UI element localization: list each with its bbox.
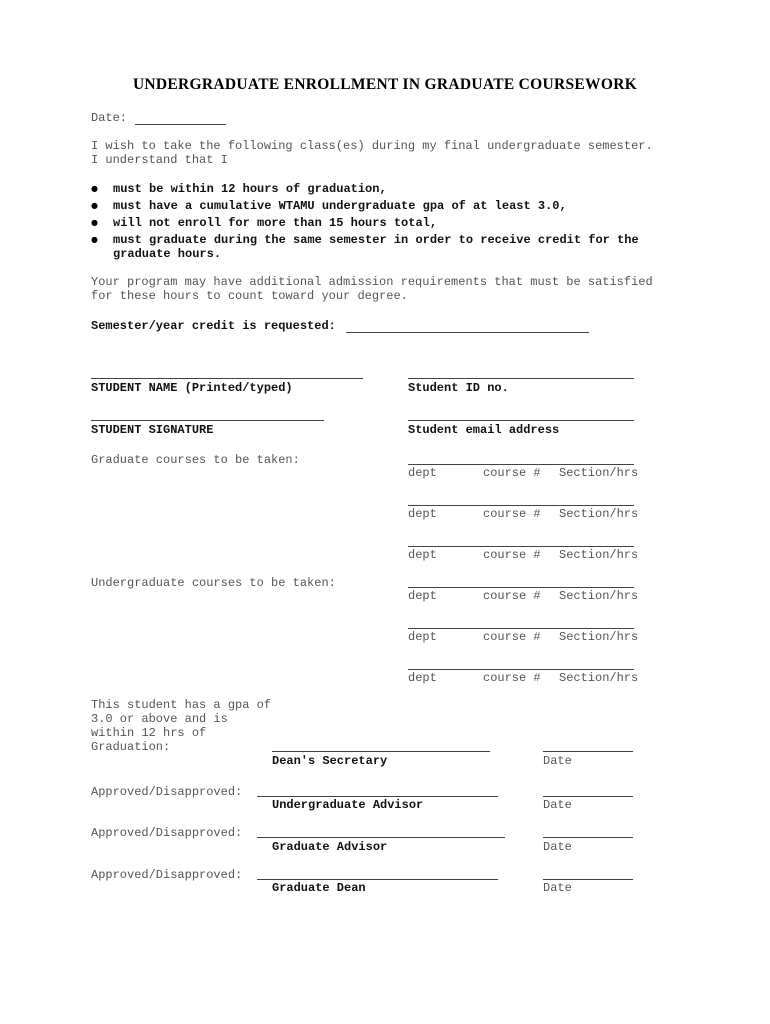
section-hrs-label: Section/hrs	[559, 507, 639, 521]
student-email-label: Student email address	[408, 423, 560, 437]
course-number-label: course #	[483, 548, 541, 562]
course-field[interactable]	[408, 587, 634, 588]
date-caption: Date	[543, 754, 572, 768]
program-note-line-1: Your program may have additional admission requirements that must be satisfied	[91, 275, 653, 289]
bullet-icon: ●	[91, 201, 98, 210]
intro-line-1: I wish to take the following class(es) during my final undergraduate semester.	[91, 139, 653, 153]
course-number-label: course #	[483, 671, 541, 685]
course-field[interactable]	[408, 669, 634, 670]
grad-dean-signature-field[interactable]	[257, 879, 498, 880]
approval-label: Approved/Disapproved:	[91, 826, 243, 840]
grad-dean-label: Graduate Dean	[272, 881, 366, 895]
section-hrs-label: Section/hrs	[559, 466, 639, 480]
gpa-note-line: within 12 hrs of	[91, 726, 207, 740]
requirement-item: must have a cumulative WTAMU undergraduate gpa of at least 3.0,	[113, 199, 567, 213]
dept-label: dept	[408, 507, 437, 521]
course-field[interactable]	[408, 464, 634, 465]
approval-label: Approved/Disapproved:	[91, 785, 243, 799]
requirement-item: will not enroll for more than 15 hours total,	[113, 216, 438, 230]
approval-label: Approved/Disapproved:	[91, 868, 243, 882]
intro-line-2: I understand that I	[91, 153, 228, 167]
date-label: Date:	[91, 111, 128, 125]
section-hrs-label: Section/hrs	[559, 671, 639, 685]
student-email-field[interactable]	[408, 420, 634, 421]
gpa-note-line: Graduation:	[91, 740, 171, 754]
undergrad-advisor-date-field[interactable]	[543, 796, 633, 797]
dept-label: dept	[408, 548, 437, 562]
bullet-icon: ●	[91, 235, 98, 244]
course-number-label: course #	[483, 507, 541, 521]
section-hrs-label: Section/hrs	[559, 630, 639, 644]
grad-advisor-label: Graduate Advisor	[272, 840, 388, 854]
section-hrs-label: Section/hrs	[559, 589, 639, 603]
student-name-label: STUDENT NAME (Printed/typed)	[91, 381, 293, 395]
requirement-item: must graduate during the same semester in order to receive credit for the	[113, 233, 639, 247]
section-hrs-label: Section/hrs	[559, 548, 639, 562]
requirement-item-continued: graduate hours.	[113, 247, 222, 261]
dept-label: dept	[408, 630, 437, 644]
course-field[interactable]	[408, 546, 634, 547]
date-caption: Date	[543, 840, 572, 854]
gpa-note-line: 3.0 or above and is	[91, 712, 228, 726]
secretary-signature-field[interactable]	[272, 751, 490, 752]
course-number-label: course #	[483, 466, 541, 480]
undergrad-courses-label: Undergraduate courses to be taken:	[91, 576, 336, 590]
student-signature-field[interactable]	[91, 420, 324, 421]
requirement-item: must be within 12 hours of graduation,	[113, 182, 387, 196]
page-title: UNDERGRADUATE ENROLLMENT IN GRADUATE COURSEWORK	[132, 76, 638, 93]
grad-advisor-signature-field[interactable]	[257, 837, 505, 838]
gpa-note-line: This student has a gpa of	[91, 698, 272, 712]
course-number-label: course #	[483, 630, 541, 644]
secretary-date-field[interactable]	[543, 751, 633, 752]
undergrad-advisor-label: Undergraduate Advisor	[272, 798, 424, 812]
semester-label: Semester/year credit is requested:	[91, 319, 336, 333]
undergrad-advisor-signature-field[interactable]	[257, 796, 498, 797]
secretary-label: Dean's Secretary	[272, 754, 388, 768]
dept-label: dept	[408, 466, 437, 480]
date-caption: Date	[543, 798, 572, 812]
grad-dean-date-field[interactable]	[543, 879, 633, 880]
student-id-field[interactable]	[408, 378, 634, 379]
date-field[interactable]	[135, 124, 226, 125]
grad-courses-label: Graduate courses to be taken:	[91, 453, 300, 467]
program-note-line-2: for these hours to count toward your degree.	[91, 289, 408, 303]
course-field[interactable]	[408, 628, 634, 629]
semester-field[interactable]	[346, 332, 589, 333]
date-caption: Date	[543, 881, 572, 895]
student-id-label: Student ID no.	[408, 381, 509, 395]
course-number-label: course #	[483, 589, 541, 603]
grad-advisor-date-field[interactable]	[543, 837, 633, 838]
course-field[interactable]	[408, 505, 634, 506]
student-signature-label: STUDENT SIGNATURE	[91, 423, 214, 437]
bullet-icon: ●	[91, 218, 98, 227]
student-name-field[interactable]	[91, 378, 363, 379]
bullet-icon: ●	[91, 184, 98, 193]
dept-label: dept	[408, 589, 437, 603]
dept-label: dept	[408, 671, 437, 685]
